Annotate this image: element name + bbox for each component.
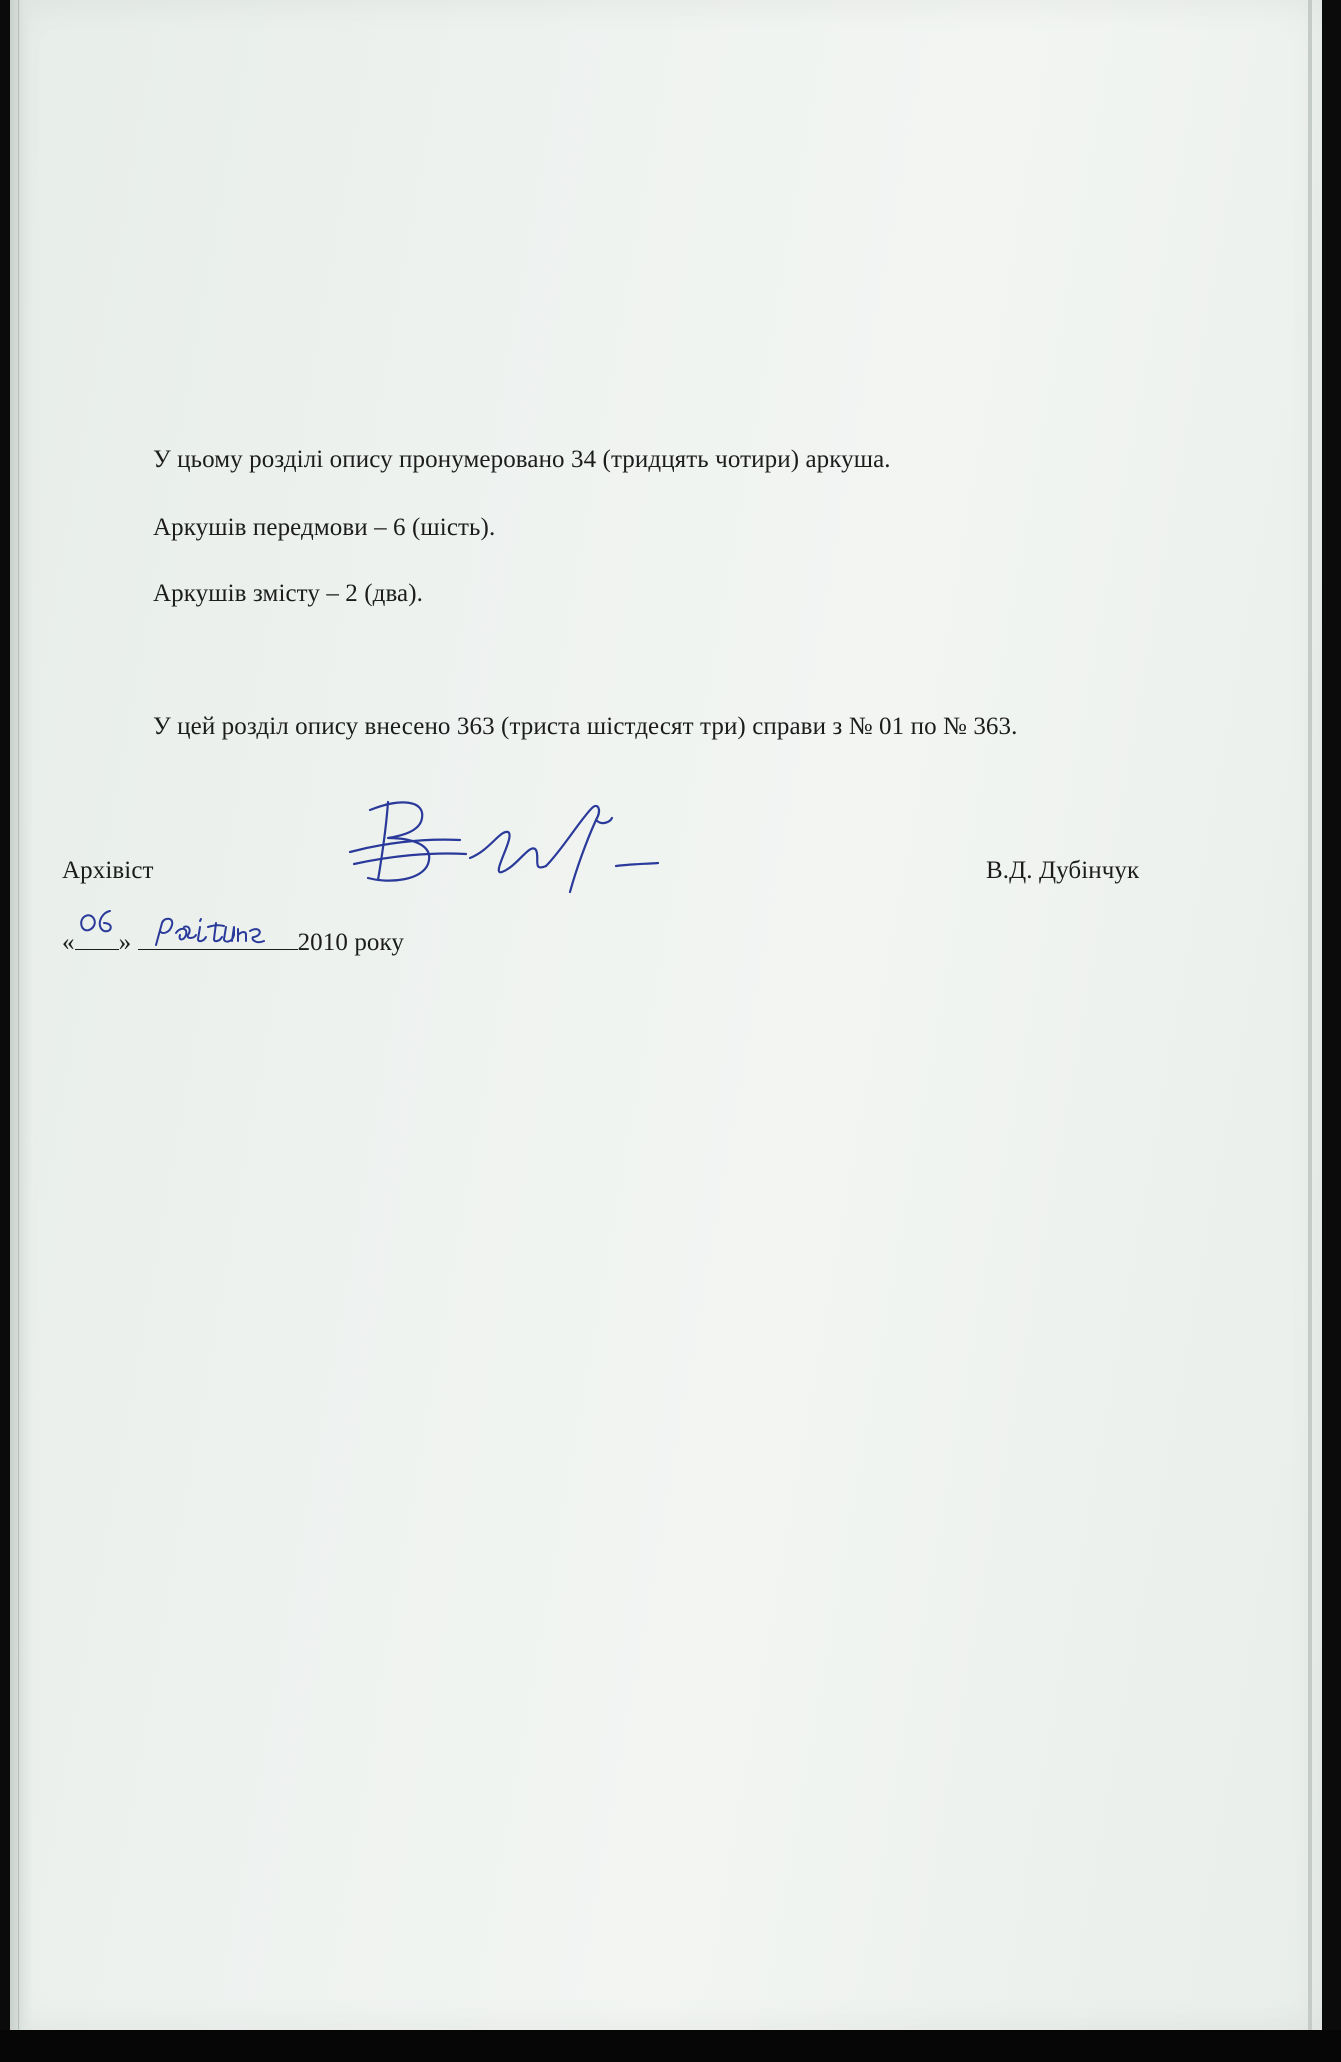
paragraph-contents-sheets: Аркушів змісту – 2 (два). [153,580,424,607]
paragraph-preface-sheets: Аркушів передмови – 6 (шість). [153,514,496,541]
paragraph-sheet-count: У цьому розділі опису пронумеровано 34 (тридцять чотири) аркуша. [153,446,891,473]
binding-fold [18,0,19,2030]
paper-sheet [10,0,1322,2030]
binding-spine [10,0,32,2030]
handwritten-date [74,905,314,957]
date-open-quote: « [62,929,75,956]
date-close-quote: » [118,929,132,956]
paragraph-files-count: У цей розділ опису внесено 363 (триста шістдесят три) справи з № 01 по № 363. [153,713,1018,740]
scan-bottom-border [0,2030,1341,2062]
handwritten-signature [340,780,660,910]
signatory-name: В.Д. Дубінчук [986,857,1140,884]
signatory-role: Архівіст [62,857,154,884]
date-year-text: 2010 року [297,929,405,956]
page-edge [1308,0,1312,2030]
